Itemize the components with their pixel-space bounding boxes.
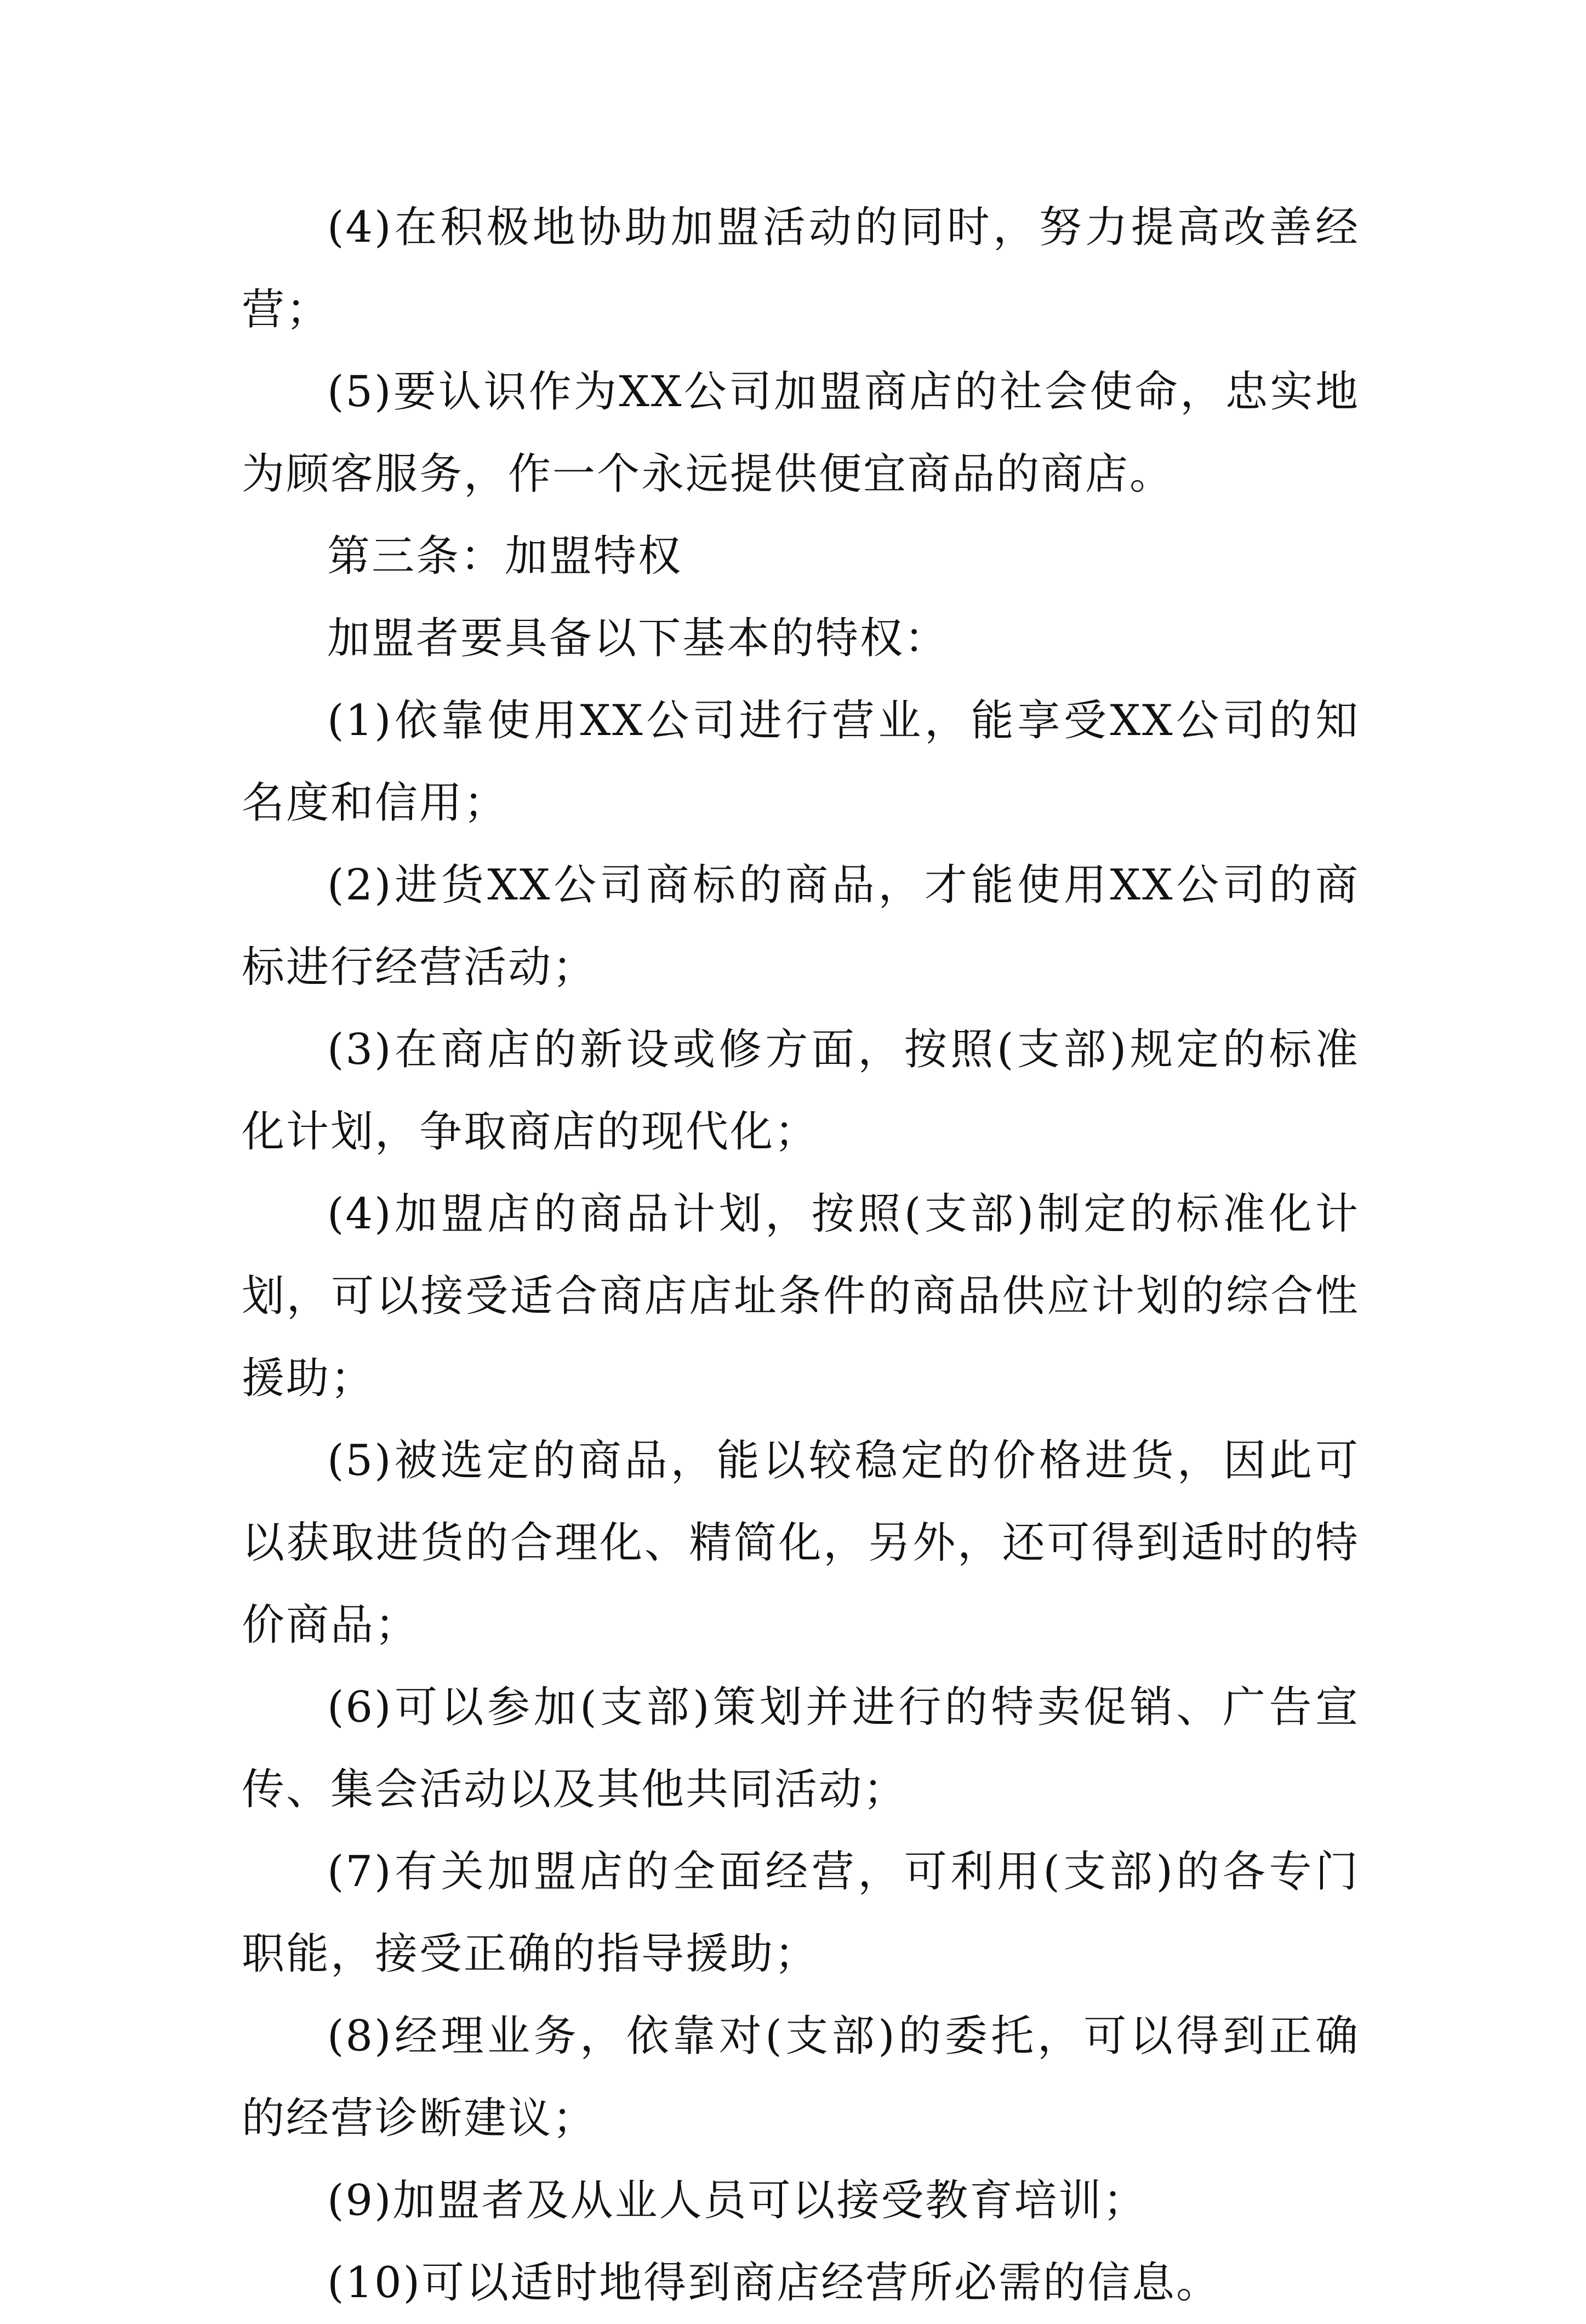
document-body: [242, 186, 1360, 2324]
section-heading-article-3: 第三条：加盟特权: [327, 532, 683, 581]
paragraph-intro: 加盟者要具备以下基本的特权：: [327, 614, 949, 663]
paragraph-privilege-6: (6)可以参加(支部)策划并进行的特卖促销、广告宣传、集会活动以及其他共同活动；: [242, 1683, 1360, 1814]
paragraph-obligation-5: (5)要认识作为XX公司加盟商店的社会使命，忠实地为顾客服务，作一个永远提供便宜商品的商店。: [242, 367, 1360, 499]
paragraph-privilege-1: (1)依靠使用XX公司进行营业，能享受XX公司的知名度和信用；: [242, 696, 1360, 828]
paragraph-privilege-8: (8)经理业务，依靠对(支部)的委托，可以得到正确的经营诊断建议；: [242, 2012, 1360, 2143]
paragraph-obligation-4: (4)在积极地协助加盟活动的同时，努力提高改善经营；: [242, 203, 1360, 334]
paragraph-privilege-10: (10)可以适时地得到商店经营所必需的信息。: [327, 2258, 1221, 2308]
paragraph-privilege-4: (4)加盟店的商品计划，按照(支部)制定的标准化计划，可以接受适合商店店址条件的商品供应计划的综合性援助；: [242, 1189, 1360, 1403]
paragraph-privilege-3: (3)在商店的新设或修方面，按照(支部)规定的标准化计划，争取商店的现代化；: [242, 1025, 1360, 1157]
paragraph-privilege-9: (9)加盟者及从业人员可以接受教育培训；: [327, 2176, 1148, 2225]
paragraph-privilege-7: (7)有关加盟店的全面经营，可利用(支部)的各专门职能，接受正确的指导援助；: [242, 1847, 1360, 1979]
paragraph-privilege-2: (2)进货XX公司商标的商品，才能使用XX公司的商标进行经营活动；: [242, 861, 1360, 992]
paragraph-privilege-5: (5)被选定的商品，能以较稳定的价格进货，因此可以获取进货的合理化、精简化，另外，还可得到适时的特价商品；: [242, 1436, 1360, 1650]
